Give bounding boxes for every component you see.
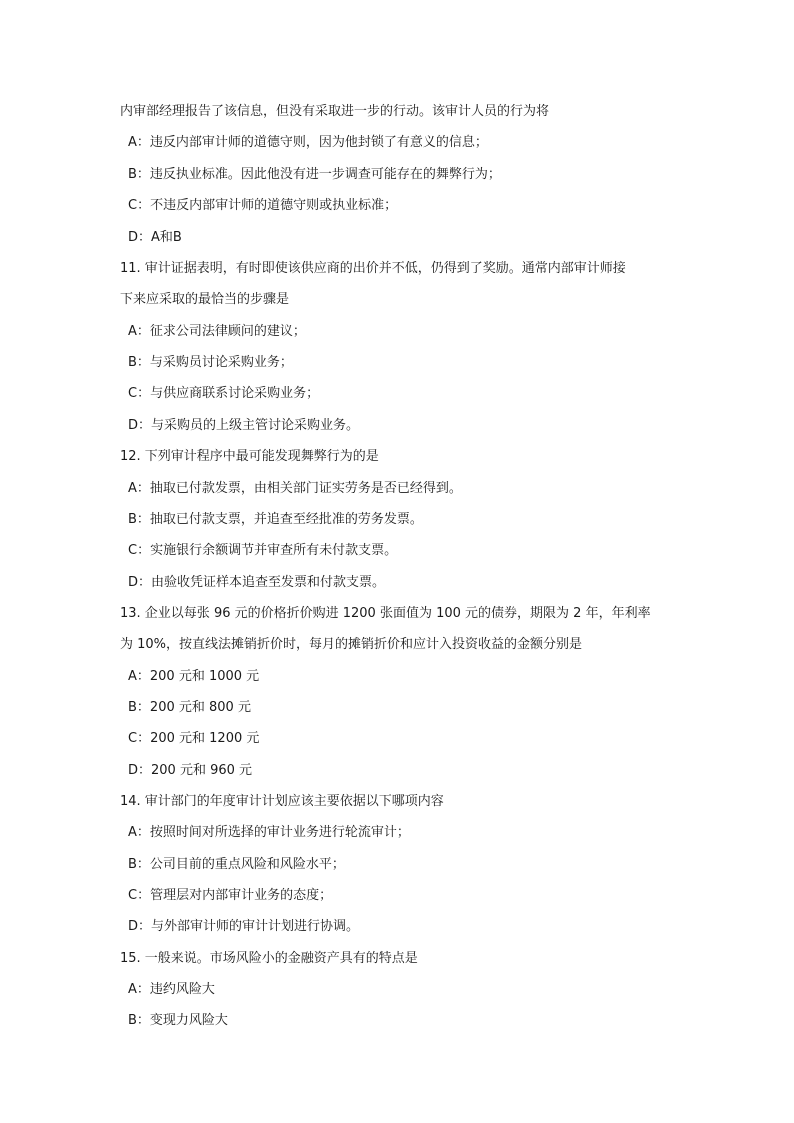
question-10-stem-tail: 内审部经理报告了该信息，但没有采取进一步的行动。该审计人员的行为将 [120,104,550,119]
q13-option-d: D：200 元和 960 元 [128,763,253,778]
question-14-stem: 14. 审计部门的年度审计计划应该主要依据以下哪项内容 [120,794,444,809]
q12-option-d: D：由验收凭证样本追查至发票和付款支票。 [128,575,386,590]
question-15-stem: 15. 一般来说。市场风险小的金融资产具有的特点是 [120,951,418,966]
q13-option-b: B：200 元和 800 元 [128,700,251,715]
q13-option-c: C：200 元和 1200 元 [128,731,260,746]
q12-option-b: B：抽取已付款支票，并追查至经批准的劳务发票。 [128,512,423,527]
question-11-stem-cont: 下来应采取的最恰当的步骤是 [120,292,290,307]
q14-option-d: D：与外部审计师的审计计划进行协调。 [128,919,360,934]
q14-option-a: A：按照时间对所选择的审计业务进行轮流审计； [128,825,410,840]
question-13-stem: 13. 企业以每张 96 元的价格折价购进 1200 张面值为 100 元的债券，期限为 2 年，年利率 [120,606,651,621]
q11-option-d: D：与采购员的上级主管讨论采购业务。 [128,418,360,433]
q10-option-a: A：违反内部审计师的道德守则，因为他封锁了有意义的信息； [128,135,488,150]
question-11-stem: 11. 审计证据表明，有时即使该供应商的出价并不低，仍得到了奖励。通常内部审计师接 [120,261,626,276]
q10-option-d: D：A和B [128,230,182,245]
q12-option-a: A：抽取已付款发票，由相关部门证实劳务是否已经得到。 [128,481,462,496]
q14-option-c: C：管理层对内部审计业务的态度； [128,888,333,903]
q10-option-b: B：违反执业标准。因此他没有进一步调查可能存在的舞弊行为； [128,167,501,182]
q13-option-a: A：200 元和 1000 元 [128,669,260,684]
q10-option-c: C：不违反内部审计师的道德守则或执业标准； [128,198,398,213]
q15-option-a: A：违约风险大 [128,982,215,997]
q11-option-c: C：与供应商联系讨论采购业务； [128,386,320,401]
q11-option-b: B：与采购员讨论采购业务； [128,355,293,370]
question-13-stem-cont: 为 10%，按直线法摊销折价时，每月的摊销折价和应计入投资收益的金额分别是 [120,637,583,652]
q12-option-c: C：实施银行余额调节并审查所有未付款支票。 [128,543,398,558]
q14-option-b: B：公司目前的重点风险和风险水平； [128,857,345,872]
question-12-stem: 12. 下列审计程序中最可能发现舞弊行为的是 [120,449,379,464]
q11-option-a: A：征求公司法律顾问的建议； [128,324,306,339]
q15-option-b: B：变现力风险大 [128,1013,228,1028]
